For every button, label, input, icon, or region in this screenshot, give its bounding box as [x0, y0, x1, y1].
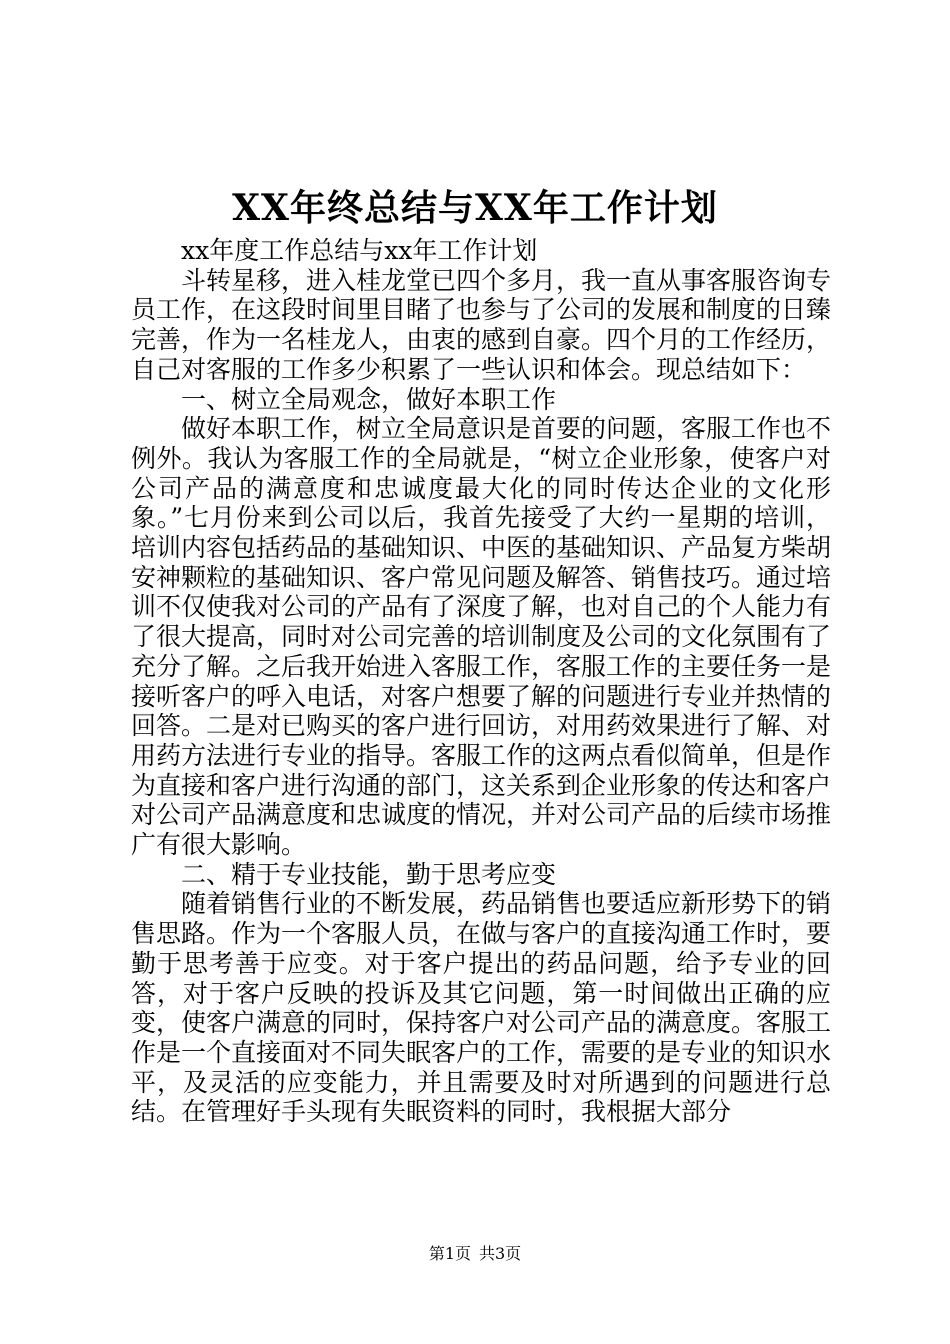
- page-footer: [0, 1244, 950, 1264]
- page-total: 共3页: [479, 1244, 522, 1263]
- intro-paragraph: 斗转星移，进入桂龙堂已四个多月，我一直从事客服咨询专员工作，在这段时间里目睹了也参与了公司的发展和制度的日臻完善，作为一名桂龙人，由衷的感到自豪。四个月的工作经历，自己对客服的工作多少积累了一些认识和体会。现总结如下：: [131, 265, 832, 384]
- document-title: XX年终总结与XX年工作计划: [232, 187, 718, 229]
- section-1-paragraph: 做好本职工作，树立全局意识是首要的问题，客服工作也不例外。我认为客服工作的全局就是，“树立企业形象，使客户对公司产品的满意度和忠诚度最大化的同时传达企业的文化形象。”七月份来到公司以后，我首先接受了大约一星期的培训，培训内容包括药品的基础知识、中医的基础知识、产品复方柴胡安神颗粒的基础知识、客户常见问题及解答、销售技巧。通过培训不仅使我对公司的产品有了深度了解，也对自己的个人能力有了很大提高，同时对公司完善的培训制度及公司的文化氛围有了充分了解。之后我开始进入客服工作，客服工作的主要任务一是接听客户的呼入电话，对客户想要了解的问题进行专业并热情的回答。二是对已购买的客户进行回访，对用药效果进行了解、对用药方法进行专业的指导。客服工作的这两点看似简单，但是作为直接和客户进行沟通的部门，这关系到企业形象的传达和客户对公司产品满意度和忠诚度的情况，并对公司产品的后续市场推广有很大影响。: [131, 414, 832, 860]
- section-heading-2: 二、精于专业技能，勤于思考应变: [181, 859, 557, 889]
- page-number: 第1页: [428, 1244, 471, 1263]
- subtitle-paragraph: xx年度工作总结与xx年工作计划: [181, 236, 538, 265]
- section-2-paragraph: 随着销售行业的不断发展，药品销售也要适应新形势下的销售思路。作为一个客服人员，在做与客户的直接沟通工作时，要勤于思考善于应变。对于客户提出的药品问题，给予专业的回答，对于客户反映的投诉及其它问题，第一时间做出正确的应变，使客户满意的同时，保持客户对公司产品的满意度。客服工作是一个直接面对不同失眠客户的工作，需要的是专业的知识水平，及灵活的应变能力，并且需要及时对所遇到的问题进行总结。在管理好手头现有失眠资料的同时，我根据大部分: [131, 889, 832, 1127]
- section-heading-1: 一、树立全局观念，做好本职工作: [181, 384, 557, 414]
- document-body: [131, 236, 831, 1127]
